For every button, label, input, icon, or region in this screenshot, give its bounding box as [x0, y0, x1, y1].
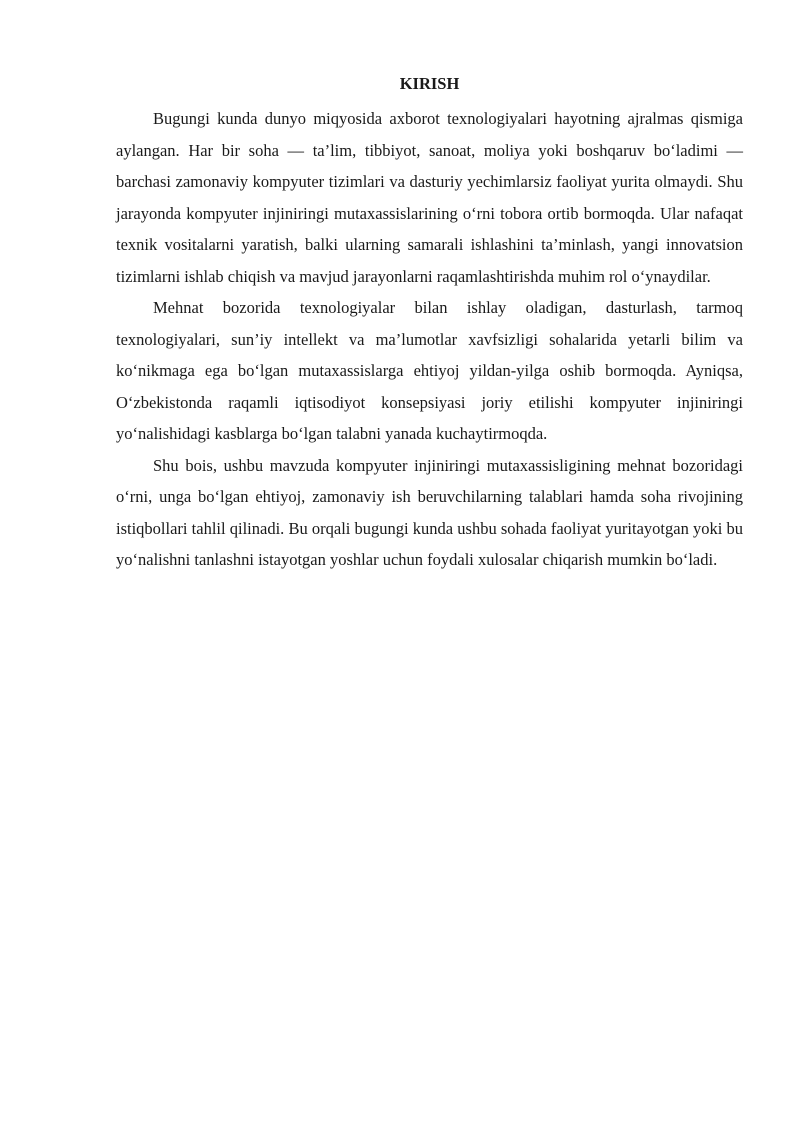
paragraph-2: Mehnat bozorida texnologiyalar bilan ishlay oladigan, dasturlash, tarmoq texnologiyalari, sun’iy intellekt va ma’lumotlar xavfsizligi sohalarida yetarli bilim va ko‘nikmaga ega bo‘lgan mutaxassislarga ehtiyoj yildan-yilga oshib bormoqda. Ayniqsa, O‘zbekistonda raqamli iqtisodiyot konsepsiyasi joriy etilishi kompyuter injiniringi yo‘nalishidagi kasblarga bo‘lgan talabni yanada kuchaytirmoqda.	[116, 298, 743, 443]
paragraph-1: Bugungi kunda dunyo miqyosida axborot texnologiyalari hayotning ajralmas qismiga aylangan. Har bir soha — ta’lim, tibbiyot, sanoat, moliya yoki boshqaruv bo‘ladimi — barchasi zamonaviy kompyuter tizimlari va dasturiy yechimlarsiz faoliyat yurita olmaydi. Shu jarayonda kompyuter injiniringi mutaxassislarining o‘rni tobora ortib bormoqda. Ular nafaqat texnik vositalarni yaratish, balki ularning samarali ishlashini ta’minlash, yangi innovatsion tizimlarni ishlab chiqish va mavjud jarayonlarni raqamlashtirishda muhim rol o‘ynaydilar.	[116, 109, 743, 286]
page-title: KIRISH	[399, 74, 460, 93]
paragraph-3: Shu bois, ushbu mavzuda kompyuter injiniringi mutaxassisligining mehnat bozoridagi o‘rni, unga bo‘lgan ehtiyoj, zamonaviy ish beruvchilarning talablari hamda soha rivojining istiqbollari tahlil qilinadi. Bu orqali bugungi kunda ushbu sohada faoliyat yuritayotgan yoki bu yo‘nalishni tanlashni istayotgan yoshlar uchun foydali xulosalar chiqarish mumkin bo‘ladi.	[116, 455, 743, 569]
